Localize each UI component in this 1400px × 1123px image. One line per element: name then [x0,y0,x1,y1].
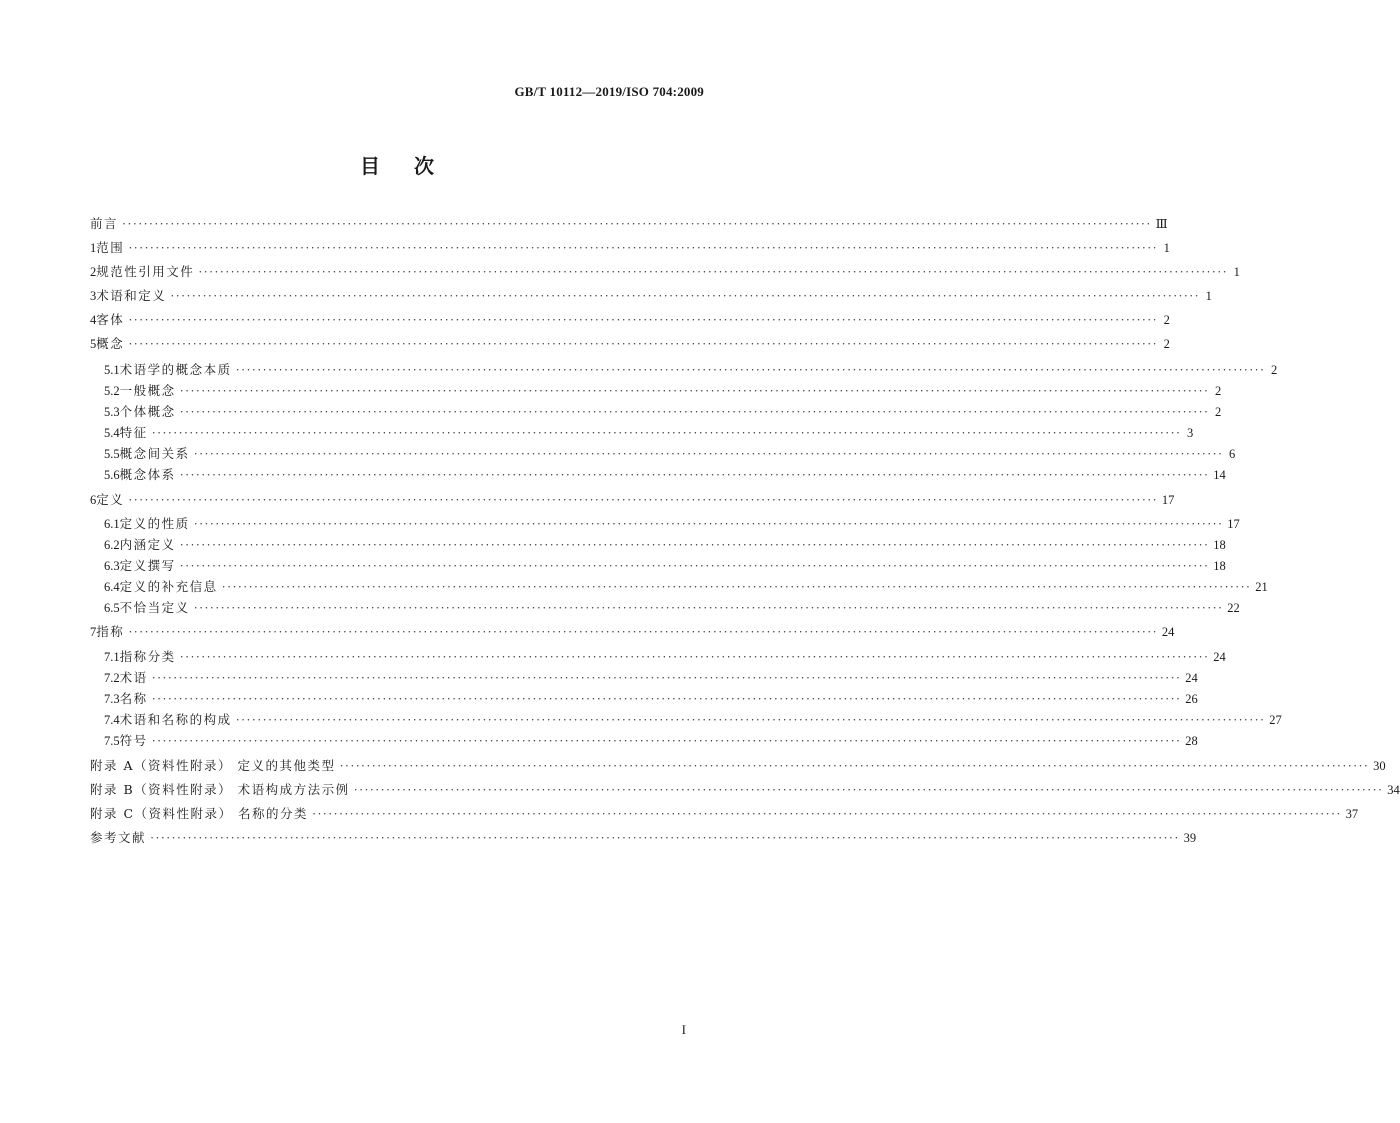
dot-leader [222,579,1252,595]
toc-entry-page: 27 [1269,713,1282,727]
toc-entry-title: 术语和名称的构成 [119,712,232,727]
toc-entry[interactable] [90,649,1226,665]
toc-entry[interactable] [90,336,1170,352]
dot-leader [312,806,1342,822]
toc-entry-number: 7.2 [104,671,120,685]
toc-entry-title: 术语学的概念本质 [119,362,232,377]
toc-entry-number: 7.1 [104,650,120,664]
dot-leader [152,691,1182,707]
toc-entry-page: 2 [1215,405,1222,419]
toc-entry-title: 范围 [96,240,125,255]
toc-entry-title: 个体概念 [119,404,176,419]
toc-entry[interactable] [90,264,1240,280]
standard-code: GB/T 10112—2019/ISO 704:2009 [514,84,704,99]
toc-entry-title: 一般概念 [119,383,176,398]
toc-entry-title: 概念 [96,336,125,351]
toc-entry-number: 6.4 [104,580,120,594]
toc-entry-number: 7.4 [104,713,120,727]
toc-entry[interactable] [90,624,1175,640]
toc-entry[interactable] [90,362,1278,378]
toc-entry-number: 6 [90,493,97,507]
toc-entry-page: 26 [1185,692,1198,706]
dot-leader [180,467,1210,483]
toc-entry-page: 17 [1161,493,1175,507]
toc-entry[interactable] [90,758,1386,774]
toc-entry-title: 定义撰写 [119,558,176,573]
toc-entry-number: 5 [90,337,97,351]
toc-entry-title: 特征 [119,425,148,440]
dot-leader [128,624,1158,640]
toc-entry-number: 7.3 [104,692,120,706]
dot-leader [236,362,1266,378]
toc-entry[interactable] [90,425,1194,441]
dot-leader [194,516,1224,532]
dot-leader [128,312,1158,328]
toc-entry[interactable] [90,467,1226,483]
dot-leader [194,446,1224,462]
dot-leader [180,383,1210,399]
toc-entry-number: 1 [90,241,97,255]
toc-entry[interactable] [90,782,1400,798]
toc-entry[interactable] [90,288,1212,304]
toc-entry[interactable] [90,312,1170,328]
toc-entry-title: 定义 [96,492,125,507]
toc-entry-number: 6.5 [104,601,120,615]
toc-entry[interactable] [90,216,1168,232]
toc-entry-page: 22 [1227,601,1240,615]
toc-entry-page: 21 [1255,580,1268,594]
toc-entry[interactable] [90,404,1222,420]
toc-entry-title: 定义的性质 [119,516,190,531]
toc-entry-number: 5.4 [104,426,120,440]
dot-leader [180,404,1210,420]
toc-entry-page: 18 [1213,559,1226,573]
toc-entry-page: Ⅲ [1155,217,1168,231]
page-number: I [681,1022,686,1037]
toc-entry-page: 3 [1187,426,1194,440]
dot-leader [354,782,1384,798]
toc-entry-page: 6 [1229,447,1236,461]
toc-entry-title: 规范性引用文件 [96,264,195,279]
dot-leader [122,216,1152,232]
toc-entry-title: 概念体系 [119,467,176,482]
toc-entry-page: 18 [1213,538,1226,552]
toc-entry-number: 7 [90,625,97,639]
toc-entry-page: 2 [1163,313,1170,327]
dot-leader [180,537,1210,553]
toc-entry-title: 定义的补充信息 [119,579,218,594]
toc-entry-page: 24 [1213,650,1226,664]
dot-leader [170,288,1200,304]
toc-entry-page: 14 [1213,468,1226,482]
toc-entry-page: 34 [1387,783,1400,797]
toc-entry-title: 术语 [119,670,148,685]
toc-entry-number: 6.1 [104,517,120,531]
toc-entry-title: 客体 [96,312,125,327]
toc-entry-title: 前言 [90,216,119,231]
toc-entry-title: 符号 [119,733,148,748]
toc-entry-number: 5.6 [104,468,120,482]
dot-leader [128,492,1158,508]
toc-entry-title: 附录 A（资料性附录） 定义的其他类型 [90,758,336,773]
toc-entry-page: 1 [1205,289,1212,303]
toc-entry-title: 参考文献 [90,830,147,845]
toc-entry[interactable] [90,240,1170,256]
dot-leader [152,733,1182,749]
toc-entry-number: 6.3 [104,559,120,573]
dot-leader [180,649,1210,665]
toc-entry-page: 37 [1345,807,1359,821]
toc-entry-page: 39 [1183,831,1197,845]
toc-entry[interactable] [90,600,1240,616]
toc-entry[interactable] [90,516,1240,532]
toc-entry-page: 28 [1185,734,1198,748]
dot-leader [152,670,1182,686]
toc-entry-page: 1 [1233,265,1240,279]
toc-entry[interactable] [90,383,1222,399]
toc-entry[interactable] [90,558,1226,574]
toc-entry[interactable] [90,712,1282,728]
toc-entry[interactable] [90,492,1175,508]
toc-entry-number: 4 [90,313,97,327]
toc-entry[interactable] [90,806,1359,822]
toc-entry-page: 24 [1161,625,1175,639]
toc-entry-page: 2 [1271,363,1278,377]
toc-entry-title: 附录 B（资料性附录） 术语构成方法示例 [90,782,350,797]
toc-entry-number: 5.3 [104,405,120,419]
toc-entry-number: 6.2 [104,538,120,552]
toc-entry[interactable] [90,537,1226,553]
toc-entry-title: 内涵定义 [119,537,176,552]
toc-entry-title: 不恰当定义 [119,600,190,615]
dot-leader [236,712,1266,728]
dot-leader [180,558,1210,574]
toc-entry[interactable] [90,579,1268,595]
dot-leader [128,240,1158,256]
toc-entry-page: 2 [1163,337,1170,351]
toc-entry-number: 5.1 [104,363,120,377]
toc-entry-title: 附录 C（资料性附录） 名称的分类 [90,806,309,821]
toc-entry-title: 术语和定义 [96,288,167,303]
toc-entry-page: 24 [1185,671,1198,685]
toc-entry-page: 1 [1163,241,1170,255]
toc-entry-number: 5.5 [104,447,120,461]
toc-entry-title: 指称分类 [119,649,176,664]
toc-entry-number: 7.5 [104,734,120,748]
toc-entry[interactable] [90,733,1198,749]
toc-entry-number: 5.2 [104,384,120,398]
dot-leader [152,425,1182,441]
dot-leader [194,600,1224,616]
dot-leader [150,830,1180,846]
dot-leader [339,758,1369,774]
dot-leader [198,264,1228,280]
dot-leader [128,336,1158,352]
toc-entry[interactable] [90,830,1197,846]
toc-entry-title: 名称 [119,691,148,706]
toc-entry-number: 2 [90,265,97,279]
toc-entry[interactable] [90,670,1198,686]
toc-entry-number: 3 [90,289,97,303]
toc-entry-title: 指称 [96,624,125,639]
toc-entry-page: 30 [1373,759,1386,773]
toc-entry-page: 17 [1227,517,1240,531]
toc-entry[interactable] [90,691,1198,707]
page-title: 目次 [360,154,468,178]
toc-entry[interactable] [90,446,1236,462]
toc-entry-title: 概念间关系 [119,446,190,461]
toc-entry-page: 2 [1215,384,1222,398]
